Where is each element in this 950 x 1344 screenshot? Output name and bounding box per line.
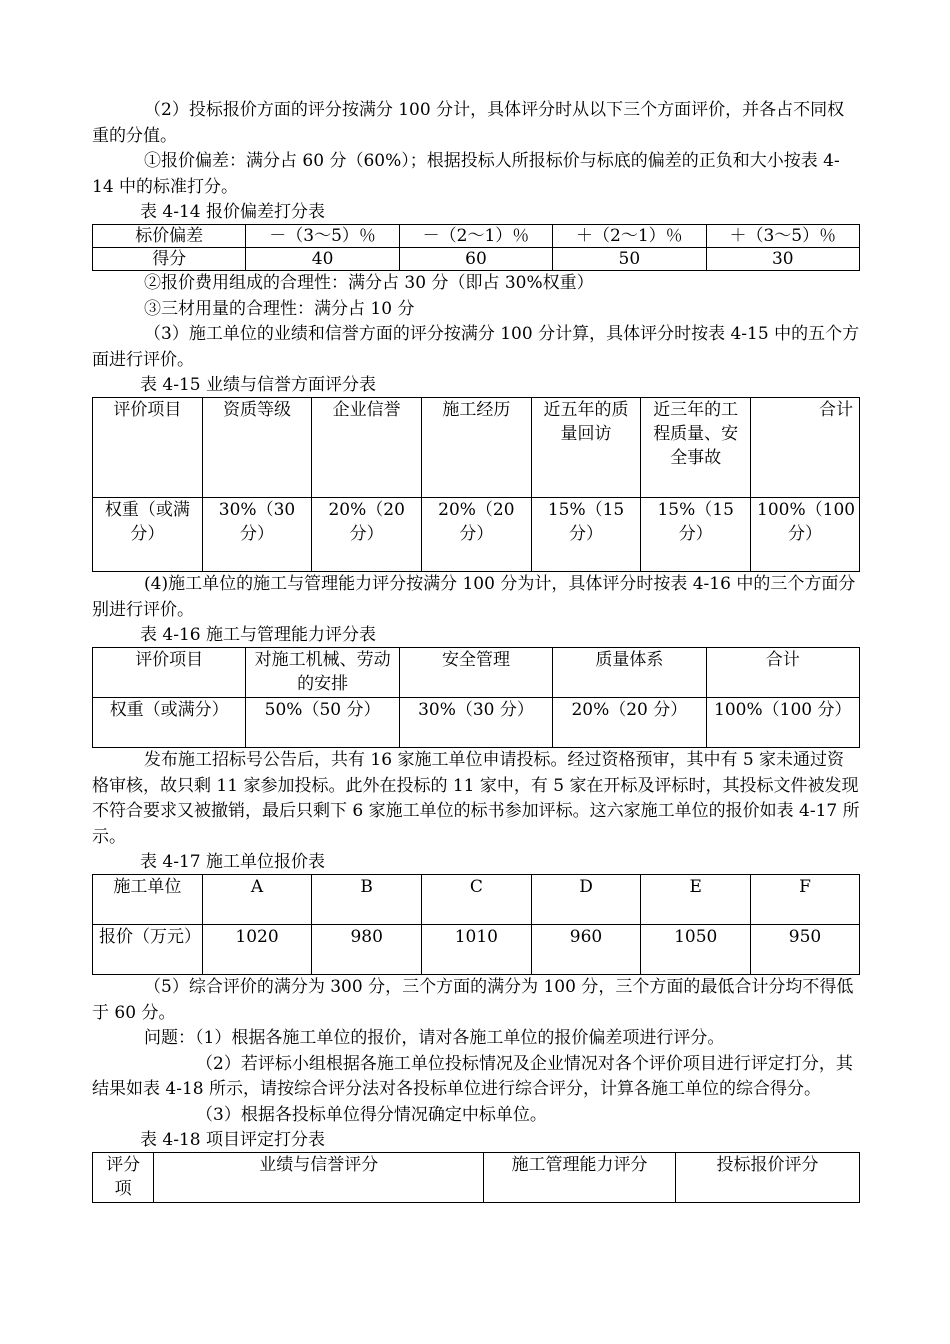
table-cell: 15%（15 分） bbox=[531, 498, 641, 572]
table-cell: ＋（2～1）％ bbox=[553, 225, 706, 248]
table-cell: 评价项目 bbox=[93, 648, 246, 698]
caption-table-4-15: 表 4-15 业绩与信誉方面评分表 bbox=[140, 375, 376, 395]
table-cell: 评分项 bbox=[93, 1153, 154, 1203]
table-cell: 15%（15 分） bbox=[641, 498, 751, 572]
table-row bbox=[93, 1153, 860, 1203]
table-cell: A bbox=[202, 875, 312, 925]
table-cell: －（2～1）％ bbox=[399, 225, 552, 248]
table-cell: 60 bbox=[399, 248, 552, 271]
table-cell: 1020 bbox=[202, 925, 312, 975]
table-cell: 企业信誉 bbox=[312, 398, 422, 498]
table-cell: 20%（20 分） bbox=[553, 698, 706, 748]
table-cell: 业绩与信誉评分 bbox=[154, 1153, 484, 1203]
table-cell: 合计 bbox=[706, 648, 859, 698]
table-4-16 bbox=[92, 647, 860, 748]
paragraph-management-capability: (4)施工单位的施工与管理能力评分按满分 100 分为计，具体评分时按表 4-16 中的三个方面分别进行评价。 bbox=[92, 574, 856, 620]
paragraph-bidding-process: 发布施工招标号公告后，共有 16 家施工单位申请投标。经过资格预审，其中有 5 家未通过资格审核，故只剩 11 家参加投标。此外在投标的 11 家中，有 5 家在开标及评标时，其投标文件被发现不符合要求又被撤销，最后只剩下 6 家施工单位的标书参加评标。这六家施工单位的报价如表 4-17 所示。 bbox=[92, 750, 860, 847]
table-cell: 30 bbox=[706, 248, 859, 271]
paragraph-overall-evaluation: （5）综合评价的满分为 300 分，三个方面的满分为 100 分，三个方面的最低合计分均不得低于 60 分。 bbox=[92, 977, 854, 1023]
table-cell: 近五年的质量回访 bbox=[531, 398, 641, 498]
document-page bbox=[92, 98, 860, 1203]
table-cell: 100%（100 分） bbox=[751, 498, 860, 572]
table-cell: 30%（30 分） bbox=[399, 698, 552, 748]
table-cell: 30%（30 分） bbox=[202, 498, 312, 572]
table-cell: 安全管理 bbox=[399, 648, 552, 698]
table-row bbox=[93, 925, 860, 975]
table-row bbox=[93, 698, 860, 748]
caption-table-4-14: 表 4-14 报价偏差打分表 bbox=[140, 202, 325, 222]
table-cell: 近三年的工程质量、安全事故 bbox=[641, 398, 751, 498]
table-cell: 投标报价评分 bbox=[675, 1153, 859, 1203]
question-3: （3）根据各投标单位得分情况确定中标单位。 bbox=[196, 1104, 547, 1125]
table-cell: 50 bbox=[553, 248, 706, 271]
table-4-15 bbox=[92, 397, 860, 572]
item-material-usage: ③三材用量的合理性：满分占 10 分 bbox=[144, 298, 415, 319]
table-4-14 bbox=[92, 224, 860, 271]
table-cell: 施工单位 bbox=[93, 875, 203, 925]
table-cell: 960 bbox=[531, 925, 641, 975]
table-cell: D bbox=[531, 875, 641, 925]
item-cost-composition: ②报价费用组成的合理性：满分占 30 分（即占 30%权重） bbox=[144, 273, 594, 293]
table-cell: 资质等级 bbox=[202, 398, 312, 498]
table-cell: ＋（3～5）％ bbox=[706, 225, 859, 248]
table-row bbox=[93, 875, 860, 925]
table-cell: F bbox=[751, 875, 860, 925]
paragraph-bid-price-scoring: （2）投标报价方面的评分按满分 100 分计，具体评分时从以下三个方面评价，并各占不同权重的分值。 bbox=[92, 100, 845, 146]
table-cell: 施工经历 bbox=[422, 398, 532, 498]
table-cell: B bbox=[312, 875, 422, 925]
paragraph-performance-reputation: （3）施工单位的业绩和信誉方面的评分按满分 100 分计算，具体评分时按表 4-15 中的五个方面进行评价。 bbox=[92, 324, 860, 370]
table-cell: 得分 bbox=[93, 248, 246, 271]
table-cell: 1050 bbox=[641, 925, 751, 975]
table-row bbox=[93, 648, 860, 698]
table-cell: 对施工机械、劳动的安排 bbox=[246, 648, 399, 698]
table-cell: 40 bbox=[246, 248, 399, 271]
table-row bbox=[93, 225, 860, 248]
table-cell: 施工管理能力评分 bbox=[484, 1153, 676, 1203]
table-cell: E bbox=[641, 875, 751, 925]
table-cell: C bbox=[422, 875, 532, 925]
item-price-deviation: ①报价偏差：满分占 60 分（60%）；根据投标人所报标价与标底的偏差的正负和大小按表 4-14 中的标准打分。 bbox=[92, 151, 840, 197]
table-cell: 100%（100 分） bbox=[706, 698, 859, 748]
table-cell: 50%（50 分） bbox=[246, 698, 399, 748]
question-1: 问题：（1）根据各施工单位的报价，请对各施工单位的报价偏差项进行评分。 bbox=[144, 1028, 725, 1048]
table-cell: 标价偏差 bbox=[93, 225, 246, 248]
caption-table-4-17: 表 4-17 施工单位报价表 bbox=[140, 852, 325, 872]
table-cell: 合计 bbox=[751, 398, 860, 498]
table-cell: －（3～5）％ bbox=[246, 225, 399, 248]
table-cell: 20%（20 分） bbox=[422, 498, 532, 572]
table-4-18 bbox=[92, 1152, 860, 1203]
table-cell: 权重（或满分） bbox=[93, 498, 203, 572]
table-row bbox=[93, 498, 860, 572]
table-row bbox=[93, 248, 860, 271]
table-cell: 评价项目 bbox=[93, 398, 203, 498]
table-cell: 权重（或满分） bbox=[93, 698, 246, 748]
caption-table-4-18: 表 4-18 项目评定打分表 bbox=[140, 1130, 325, 1150]
table-cell: 20%（20 分） bbox=[312, 498, 422, 572]
table-4-17 bbox=[92, 874, 860, 975]
question-2: （2）若评标小组根据各施工单位投标情况及企业情况对各个评价项目进行评定打分，其结果如表 4-18 所示，请按综合评分法对各投标单位进行综合评分，计算各施工单位的综合得分。 bbox=[92, 1053, 853, 1099]
table-cell: 质量体系 bbox=[553, 648, 706, 698]
table-cell: 950 bbox=[751, 925, 860, 975]
caption-table-4-16: 表 4-16 施工与管理能力评分表 bbox=[140, 625, 376, 645]
table-cell: 1010 bbox=[422, 925, 532, 975]
table-cell: 报价（万元） bbox=[93, 925, 203, 975]
table-row bbox=[93, 398, 860, 498]
table-cell: 980 bbox=[312, 925, 422, 975]
